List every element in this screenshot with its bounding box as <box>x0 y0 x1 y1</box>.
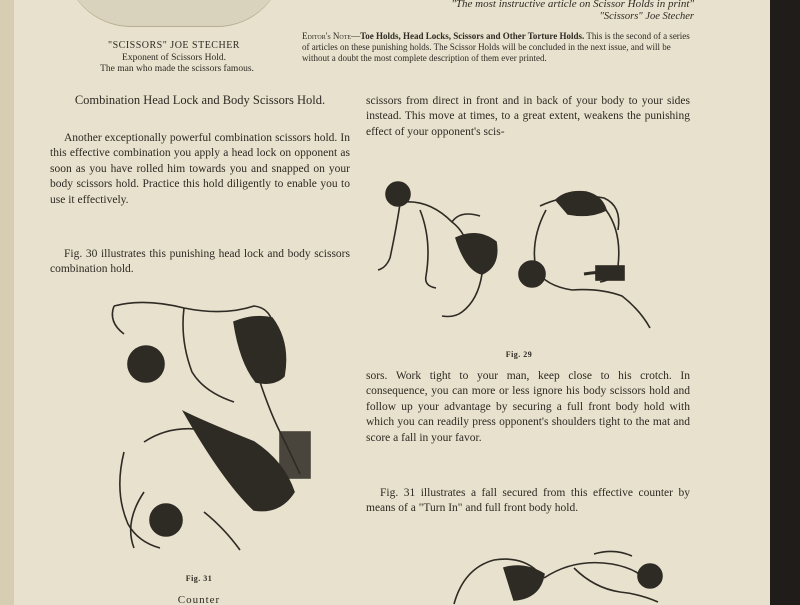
body-paragraph: Fig. 31 illustrates a fall secured from this effective counter by means of a "Turn In" and full front body hold. <box>366 487 690 515</box>
editors-note-text: This is the second of a series of articles on these punishing holds. The Scissor Holds will be concluded in the next issue, and will be without a doubt the most complete description of them ever printed. <box>302 31 690 63</box>
book-right-edge <box>770 0 800 605</box>
figure-caption: Fig. 31 <box>185 574 213 583</box>
bottom-illustration <box>444 548 674 605</box>
fig31-illustration <box>84 292 324 567</box>
portrait-name: "SCISSORS" JOE STECHER <box>108 40 240 51</box>
fig29-illustration <box>360 170 660 350</box>
figure-caption: Fig. 29 <box>505 350 533 359</box>
editors-note-label: Editor's Note <box>302 31 352 41</box>
editors-note-title: Toe Holds, Head Locks, Scissors and Other Torture Holds. <box>360 31 585 41</box>
body-paragraph: scissors from direct in front and in back of your body to your sides instead. This move at times, to a great extent, weakens the punishing effect of your opponent's scis- <box>366 95 690 138</box>
editors-note: Editor's Note—Toe Holds, Head Locks, Scissors and Other Torture Holds. This is the second of a series of articles on these punishing holds. The Scissor Holds will be concluded in the next issue, and will be without a doubt the most complete description of them ever printed. <box>302 31 690 63</box>
body-paragraph: Fig. 30 illustrates this punishing head lock and body scissors combination hold. <box>50 248 350 276</box>
book-binding-edge <box>0 0 14 605</box>
header-quote-author: "Scissors" Joe Stecher <box>599 11 694 22</box>
portrait-photo <box>64 0 284 27</box>
portrait-caption-line: Exponent of Scissors Hold. <box>122 53 226 63</box>
portrait-caption-line: The man who made the scissors famous. <box>100 64 254 74</box>
body-paragraph: sors. Work tight to your man, keep close to his crotch. In consequence, you can more or less ignore his body scissors hold and follow up your advantage by securing a full front body hold with which you can readily press opponent's shoulders tight to the mat and score a fall in your favor. <box>366 370 690 444</box>
body-paragraph: Another exceptionally powerful combination scissors hold. In this effective combination you apply a head lock on opponent as soon as you have rolled him towards you and snapped on your body scissors hold. Practice this hold diligently to enable you to use it effectively. <box>50 132 350 206</box>
figure-subcaption: Counter <box>177 594 221 605</box>
header-quote: "The most instructive article on Scissor Holds in print" <box>451 0 694 10</box>
book-page <box>14 0 770 605</box>
section-heading: Combination Head Lock and Body Scissors Hold. <box>74 93 326 107</box>
